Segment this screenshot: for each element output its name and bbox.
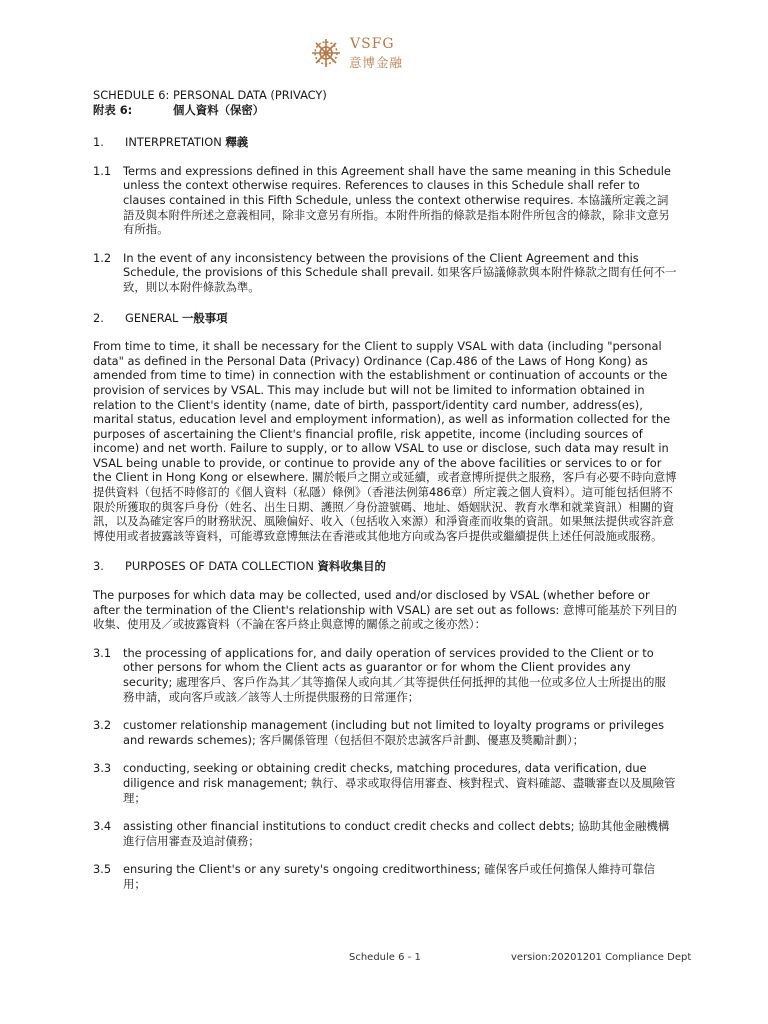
- schedule-label-en: SCHEDULE 6:: [93, 88, 170, 102]
- section-title: GENERAL: [125, 310, 179, 325]
- clause-number: 3.1: [93, 645, 112, 660]
- schedule-label-zh: 附表 6:: [93, 102, 133, 117]
- section-number: 3.: [93, 559, 104, 574]
- clause-3-2: [93, 718, 677, 747]
- general-paragraph: From time to time, it shall be necessary for the Client to supply VSAL with data (including "personal data" as defined in the Personal Data (Privacy) Ordinance (Cap.486 of the Laws of Hong Kong) as amended from time to time) in connection with the establishment or continuation of accounts or the provision of services by VSAL. This may include but will not be limited to information obtained in relation to the Client's identity (name, date of birth, passport/identity card number, address(es), marital status, education level and employment information), as well as information collected for the purposes of ascertaining the Client's financial profile, risk appetite, income (including sources of income) and net worth. Failure to supply, or to allow VSAL to use or disclose, such data may result in VSAL being unable to provide, or continue to provide any of the above facilities or services to or for the Client in Hong Kong or elsewhere. 關於帳戶之開立或延續，或者意博所提供之服務，客戶有必要不時向意博提供資料（包括不時修訂的《個人資料（私隱）條例》（香港法例第486章）所定義之個人資料）。這可能包括但將不限於所獲取的與客戶身份（姓名、出生日期、護照／身份證號碼、地址、婚姻狀況、教育水準和就業資訊）相關的資訊，以及為確定客戶的財務狀況、風險偏好、收入（包括收入來源）和淨資產而收集的資訊。如果無法提供或容許意博使用或者披露該等資料，可能導致意博無法在香港或其他地方向或為客戶提供或繼續提供上述任何設施或服務。: [93, 339, 677, 543]
- section-title: INTERPRETATION: [125, 135, 222, 150]
- logo-brand-zh: 意博金融: [349, 55, 404, 70]
- clause-text: the processing of applications for, and daily operation of services provided to the Client or to other persons for whom the Client acts as guarantor or for whom the Client provides any security; 處理客戶、客戶作為其／其等擔保人或向其／其等提供任何抵押的其他一位或多位人士所提出的服務申請，或向客戶或該／該等人士所提供服務的日常運作；: [123, 645, 666, 704]
- clause-number: 1.1: [93, 163, 112, 178]
- footer-page-number: Schedule 6 - 1: [349, 952, 421, 963]
- clause-number: 3.2: [93, 718, 112, 733]
- clause-number: 3.5: [93, 862, 112, 877]
- clause-number: 3.3: [93, 761, 112, 776]
- section-heading-1: [93, 135, 677, 150]
- clause-3-5: [93, 862, 677, 891]
- clause-1-2: [93, 251, 677, 295]
- clause-number: 1.2: [93, 250, 112, 265]
- clause-text: Terms and expressions defined in this Agreement shall have the same meaning in this Schedule unless the context otherwise requires. References to clauses in this Schedule shall refer to clauses contained in this Fifth Schedule, unless the context otherwise requires. 本協議所定義之詞語及與本附件所述之意義相同，除非文意另有所指。本附件所指的條款是指本附件所包含的條款，除非文意另有所指。: [123, 163, 671, 237]
- section-title-zh: 釋義: [225, 135, 249, 150]
- schedule-title-zh: [93, 103, 677, 118]
- section-title: PURPOSES OF DATA COLLECTION: [125, 559, 314, 574]
- document-body: [93, 88, 677, 892]
- clause-text: ensuring the Client's or any surety's ongoing creditworthiness; 確保客戶或任何擔保人維持可靠信用；: [123, 862, 656, 891]
- vsfg-logo: [309, 36, 449, 70]
- clause-3-3: [93, 761, 677, 805]
- section-title-zh: 一般事項: [181, 310, 228, 325]
- section-number: 2.: [93, 310, 104, 325]
- schedule-title-en-text: PERSONAL DATA (PRIVACY): [173, 88, 327, 102]
- section-number: 1.: [93, 135, 104, 150]
- clause-number: 3.4: [93, 819, 112, 834]
- clause-1-1: [93, 164, 677, 237]
- section-heading-2: [93, 311, 677, 326]
- clause-text: customer relationship management (including but not limited to loyalty programs or privileges and rewards schemes); 客戶關係管理（包括但不限於忠誠客戶計劃、優惠及獎勵計劃）；: [123, 718, 665, 747]
- purposes-intro: The purposes for which data may be collected, used and/or disclosed by VSAL (whether before or after the termination of the Client's relationship with VSAL) are set out as follows: 意博可能基於下列目的收集、使用及／或披露資料（不論在客戶終止與意博的關係之前或之後亦然）：: [93, 588, 677, 632]
- lotus-emblem-icon: [309, 36, 343, 70]
- logo-brand-en: VSFG: [350, 36, 395, 52]
- clause-text: In the event of any inconsistency between the provisions of the Client Agreement and this Schedule, the provisions of this Schedule shall prevail. 如果客戶協議條款與本附件條款之間有任何不一致，則以本附件條款為準。: [123, 250, 677, 294]
- footer-version: version:20201201 Compliance Dept: [511, 952, 692, 963]
- clause-3-4: [93, 819, 677, 848]
- section-title-zh: 資料收集目的: [317, 559, 386, 574]
- section-heading-3: [93, 559, 677, 574]
- clause-text: assisting other financial institutions to conduct credit checks and collect debts; 協助其他金融機構進行信用審查及追討債務；: [123, 819, 670, 848]
- clause-text: conducting, seeking or obtaining credit checks, matching procedures, data verification, due diligence and risk management; 執行、尋求或取得信用審查、核對程式、資料確認、盡職審查以及風險管理；: [123, 761, 676, 805]
- clause-3-1: [93, 646, 677, 704]
- schedule-title-zh-text: 個人資料（保密）: [173, 102, 265, 117]
- schedule-title-en: [93, 88, 677, 103]
